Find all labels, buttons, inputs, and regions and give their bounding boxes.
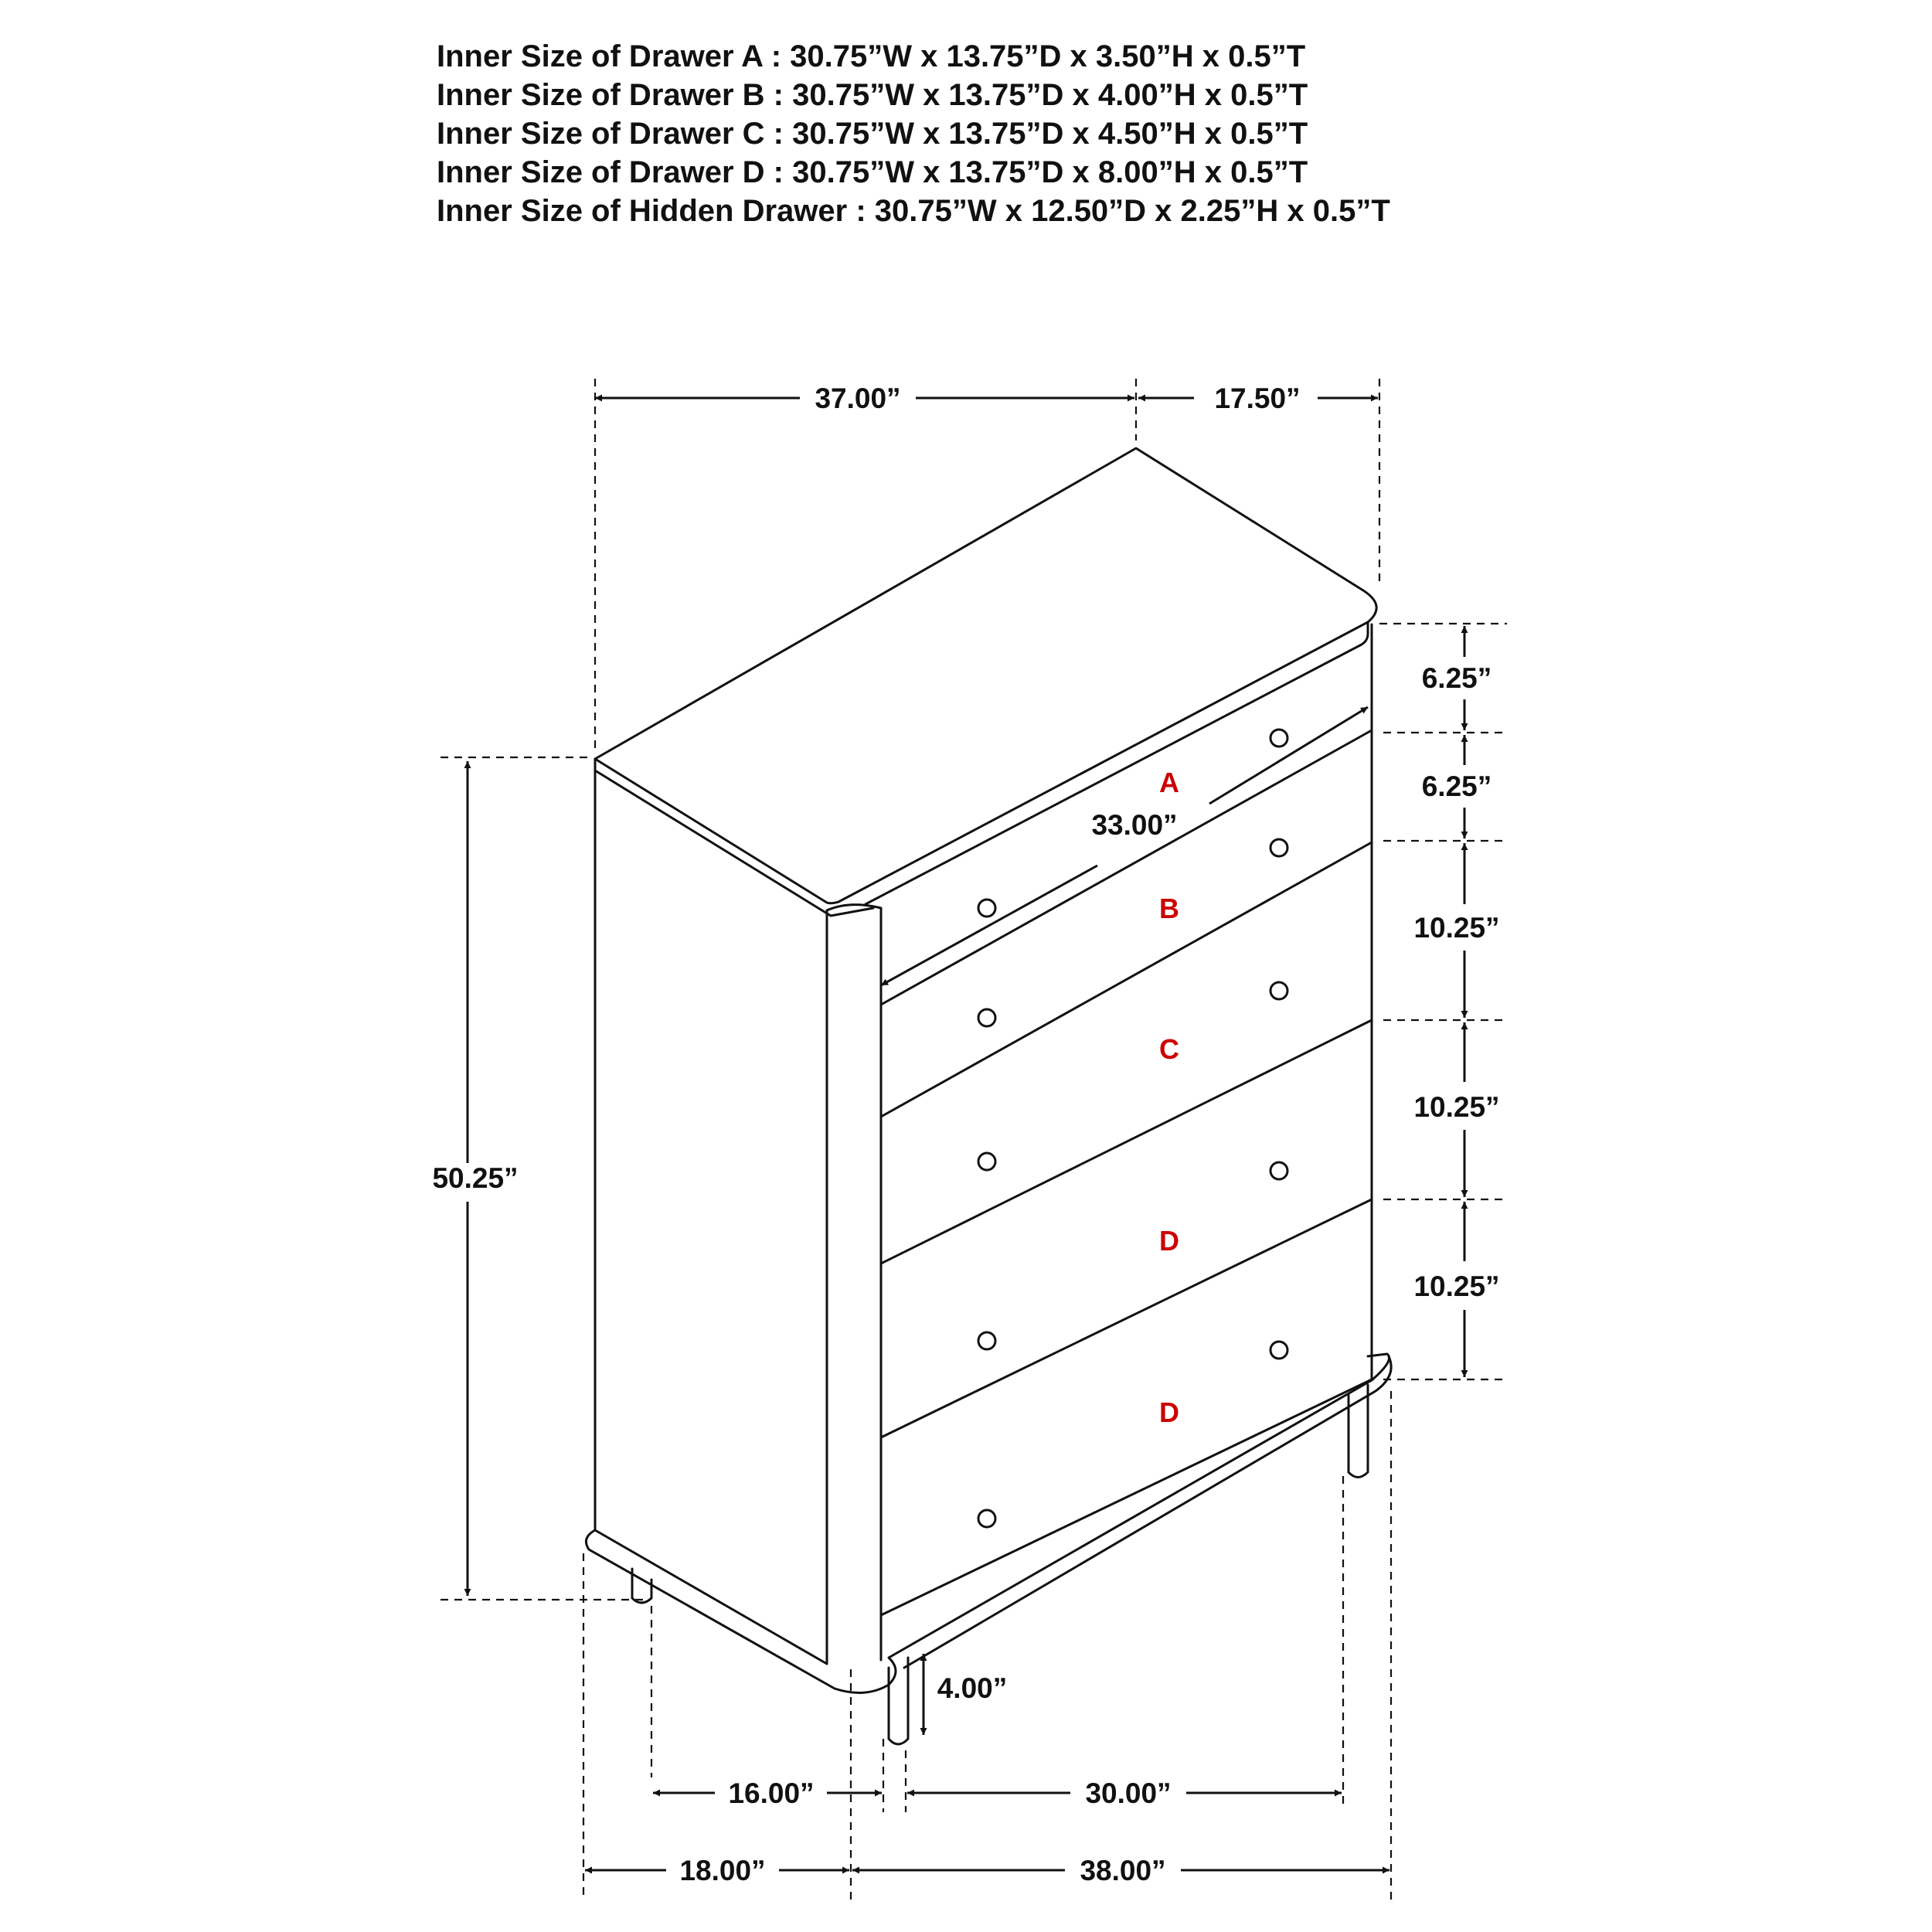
spec-drawer-b: Inner Size of Drawer B : 30.75”W x 13.75”D x 4.00”H x 0.5”T bbox=[437, 78, 1308, 112]
knob-icon bbox=[1270, 1162, 1287, 1179]
chest-body bbox=[586, 448, 1391, 1744]
dim-drawer-d2-height: 10.25” bbox=[1413, 1270, 1500, 1302]
drawer-divider-2 bbox=[881, 842, 1372, 1117]
knob-icon bbox=[1270, 1342, 1287, 1359]
dim-drawer-width: 33.00” bbox=[1091, 809, 1178, 841]
drawer-divider-4 bbox=[881, 1199, 1372, 1437]
spec-drawer-c: Inner Size of Drawer C : 30.75”W x 13.75”D x 4.50”H x 0.5”T bbox=[437, 117, 1308, 151]
knob-icon bbox=[978, 1332, 995, 1349]
spec-hidden-drawer: Inner Size of Hidden Drawer : 30.75”W x 12.50”D x 2.25”H x 0.5”T bbox=[437, 194, 1390, 228]
dim-base-width: 38.00” bbox=[1080, 1855, 1166, 1886]
drawer-label-b: B bbox=[1159, 893, 1179, 924]
knob-icon bbox=[1270, 730, 1287, 747]
top-edge-right bbox=[866, 622, 1368, 904]
drawer-fronts bbox=[881, 730, 1372, 1615]
drawer-divider-6 bbox=[881, 1082, 1372, 1314]
dim-drawer-c-height: 10.25” bbox=[1413, 912, 1500, 944]
base-plinth bbox=[586, 1354, 1389, 1692]
spec-drawer-a: Inner Size of Drawer A : 30.75”W x 13.75”D x 3.50”H x 0.5”T bbox=[437, 39, 1306, 73]
base-front-edge bbox=[904, 1356, 1391, 1668]
leg-front-right bbox=[1349, 1385, 1368, 1478]
dim-drawer-b-height: 6.25” bbox=[1421, 770, 1492, 802]
dim-drawer-d-height: 10.25” bbox=[1413, 1091, 1500, 1123]
dim-width: 37.00” bbox=[815, 383, 901, 414]
dim-depth: 17.50” bbox=[1214, 383, 1301, 414]
spec-drawer-d: Inner Size of Drawer D : 30.75”W x 13.75”D x 8.00”H x 0.5”T bbox=[437, 155, 1308, 189]
dim-leg-height: 4.00” bbox=[937, 1672, 1008, 1704]
knob-icon bbox=[978, 900, 995, 917]
drawer-knobs bbox=[978, 730, 1287, 1527]
leg-front-left bbox=[889, 1658, 908, 1744]
corner-post bbox=[827, 905, 881, 1660]
drawer-label-d-2: D bbox=[1159, 1396, 1179, 1428]
dim-base-depth: 18.00” bbox=[679, 1855, 766, 1886]
dim-leg-span-side: 16.00” bbox=[728, 1777, 815, 1809]
drawer-label-c: C bbox=[1159, 1033, 1179, 1065]
knob-icon bbox=[978, 1510, 995, 1527]
knob-icon bbox=[978, 1009, 995, 1026]
dim-height: 50.25” bbox=[432, 1162, 519, 1194]
leg-back-left bbox=[632, 1569, 651, 1603]
drawer-divider-3 bbox=[881, 1020, 1372, 1264]
drawer-divider-1 bbox=[881, 730, 1372, 1005]
drawer-label-a: A bbox=[1159, 767, 1179, 798]
drawer-divider-5 bbox=[881, 1379, 1372, 1615]
knob-icon bbox=[1270, 982, 1287, 999]
top-surface bbox=[595, 448, 1376, 903]
knob-icon bbox=[1270, 839, 1287, 856]
dim-drawer-a-height: 6.25” bbox=[1421, 662, 1492, 694]
dimension-lines bbox=[468, 398, 1464, 1870]
side-panel bbox=[595, 770, 827, 1664]
knob-icon bbox=[978, 1153, 995, 1170]
top-edge bbox=[595, 759, 873, 916]
dim-leg-span-front: 30.00” bbox=[1085, 1777, 1172, 1809]
drawer-label-d: D bbox=[1159, 1225, 1179, 1257]
